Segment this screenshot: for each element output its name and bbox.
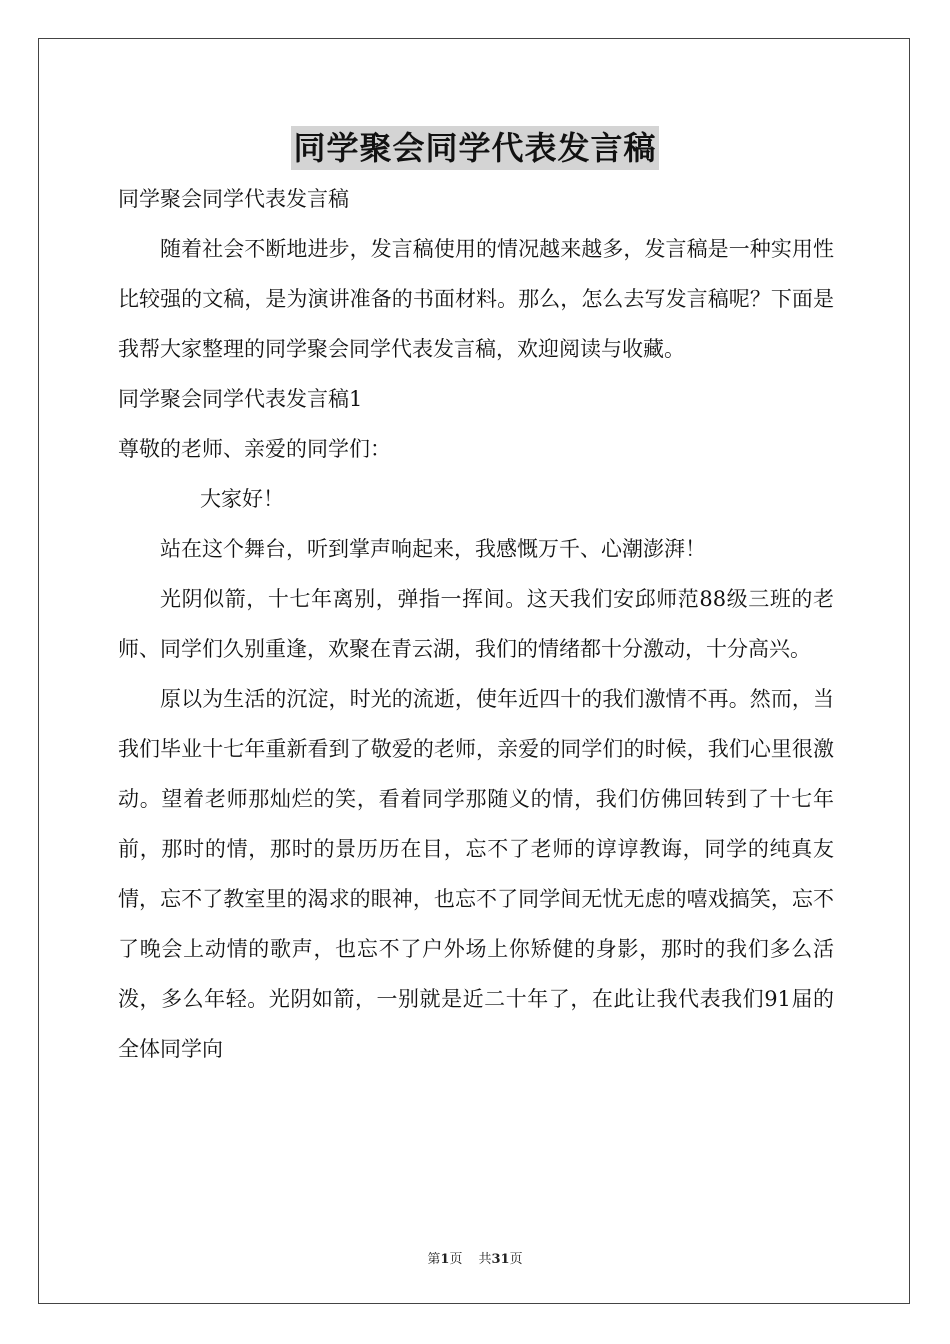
paragraph-section-heading: 同学聚会同学代表发言稿1 xyxy=(118,387,363,411)
paragraph-subtitle: 同学聚会同学代表发言稿 xyxy=(118,187,349,211)
page-footer xyxy=(0,1248,950,1267)
document-body xyxy=(118,174,834,1074)
total-prefix: 共 xyxy=(478,1252,492,1267)
paragraph-body: 光阴似箭，十七年离别，弹指一挥间。这天我们安邱师范88级三班的老师、同学们久别重逢，欢聚在青云湖，我们的情绪都十分激动，十分高兴。 xyxy=(118,587,834,661)
page-suffix: 页 xyxy=(449,1252,463,1267)
document-title: 同学聚会同学代表发言稿 xyxy=(291,126,658,170)
title-wrap xyxy=(0,126,950,170)
page-prefix: 第 xyxy=(427,1252,441,1267)
total-suffix: 页 xyxy=(509,1252,523,1267)
paragraph-greeting: 大家好！ xyxy=(200,487,284,511)
page-current: 1 xyxy=(440,1252,450,1267)
paragraph-salutation: 尊敬的老师、亲爱的同学们： xyxy=(118,437,391,461)
paragraph-body: 站在这个舞台，听到掌声响起来，我感慨万千、心潮澎湃！ xyxy=(160,537,706,561)
paragraph-intro: 随着社会不断地进步，发言稿使用的情况越来越多，发言稿是一种实用性比较强的文稿，是为演讲准备的书面材料。那么，怎么去写发言稿呢？下面是我帮大家整理的同学聚会同学代表发言稿，欢迎阅读与收藏。 xyxy=(118,237,834,361)
page-total: 31 xyxy=(491,1252,510,1267)
paragraph-body: 原以为生活的沉淀，时光的流逝，使年近四十的我们激情不再。然而，当我们毕业十七年重新看到了敬爱的老师，亲爱的同学们的时候，我们心里很激动。望着老师那灿烂的笑，看着同学那随义的情，我们仿佛回转到了十七年前，那时的情，那时的景历历在目，忘不了老师的谆谆教诲，同学的纯真友情，忘不了教室里的渴求的眼神，也忘不了同学间无忧无虑的嘻戏搞笑，忘不了晚会上动情的歌声，也忘不了户外场上你矫健的身影，那时的我们多么活泼，多么年轻。光阴如箭，一别就是近二十年了，在此让我代表我们91届的全体同学向 xyxy=(118,687,834,1061)
